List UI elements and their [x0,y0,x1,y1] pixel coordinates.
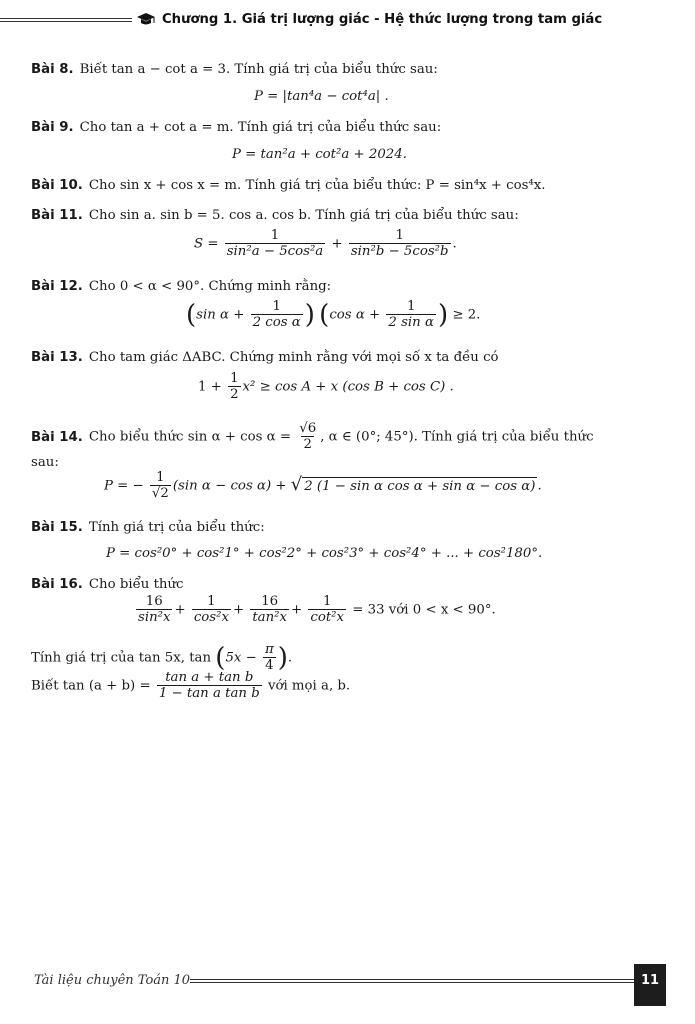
numerator: π [265,642,274,657]
numerator: 1 [406,299,416,314]
fraction [225,228,326,260]
problem-text: Biết tan a − cot a = 3. Tính giá trị của biểu thức sau: [79,62,438,77]
fraction [349,228,451,260]
denominator: cot²x [310,610,345,625]
problem-14-formula [104,470,542,502]
problem-10 [31,178,546,193]
problem-11 [31,208,519,223]
problem-14 [31,421,594,453]
problem-text: Tính giá trị của biểu thức: [88,520,265,535]
denominator: 2 [230,387,239,402]
numerator: 16 [145,594,163,609]
problem-9-formula: P = tan²a + cot²a + 2024. [232,147,407,162]
problem-text: Cho biểu thức [88,577,184,592]
numerator: 1 [272,299,281,314]
problem-text: Cho sin x + cos x = m. Tính giá trị của biểu thức: P = sin⁴x + cos⁴x. [88,178,546,193]
term: cos α + [329,307,381,323]
term: sin α + [196,307,245,323]
problem-16-line3 [31,670,350,702]
problem-label: Bài 8. [31,62,74,77]
problem-16-line2: Tính giá trị của tan 5x, tan (5x − $\frac{\pi}{4}$ ). [31,642,293,673]
denominator: 4 [265,658,274,673]
square-root: √ 2 (1 − sin α cos α + sin α − cos α) [290,473,536,495]
period: . [537,478,542,494]
problem-label: Bài 16. [31,577,83,592]
denominator: 1 − tan a tan b [158,686,260,701]
problem-13 [31,350,499,365]
denominator: cos²x [193,610,229,625]
problem-8-formula: P = |tan⁴a − cot⁴a| . [254,89,389,104]
denominator: 2 sin α [388,315,434,330]
chapter-header [136,9,602,29]
problem-text: Biết tan (a + b) = [31,678,151,694]
header-rule [0,18,132,22]
denominator: √2 [151,486,169,501]
term: 5x − [225,650,257,666]
problem-label: Bài 15. [31,520,83,535]
problem-label: Bài 13. [31,350,83,365]
denominator: sin²a − 5cos²a [226,244,324,259]
numerator: 1 [270,228,280,243]
numerator: tan a + tan b [165,670,254,685]
condition: = 33 với 0 < x < 90°. [352,602,496,618]
footer-book-title: Tài liệu chuyên Toán 10 [34,973,191,988]
numerator: 1 [156,470,165,485]
denominator: tan²x [252,610,288,625]
page-number: 11 [634,964,666,1006]
problem-label: Bài 12. [31,279,83,294]
problem-14-continuation: sau: [31,455,59,470]
problem-label: Bài 11. [31,208,83,223]
problem-11-formula [194,228,457,260]
problem-text: Cho biểu thức sin α + cos α = [88,429,292,445]
fraction [150,470,171,502]
chapter-title: Chương 1. Giá trị lượng giác - Hệ thức lượng trong tam giác [162,11,603,27]
fraction [250,594,289,626]
period: . [287,650,293,666]
denominator: 2 [303,437,312,452]
problem-16-formula: $\frac{16}{\text{sin²x}}$ + $\frac{1}{\text{cos²x}}$ + $\frac{16}{\text{tan²x}}$ + $\frac{1}{\text{cot²x}}$ = 33 với 0 < x < 90°. [138,594,496,625]
problem-8 [31,62,438,77]
problem-12 [31,279,331,294]
numerator: 1 [230,371,239,386]
problem-15 [31,520,265,535]
problem-text: Cho 0 < α < 90°. Chứng minh rằng: [88,279,332,294]
plus-sign: + [331,236,343,252]
inequality-tail: ≥ 2. [452,307,481,323]
problem-text: với mọi a, b. [267,678,351,694]
fraction [297,421,318,453]
fraction [308,594,346,626]
fraction [251,299,303,331]
footer-rule [190,979,635,983]
formula-lhs: S = [194,236,219,252]
problem-9 [31,120,441,135]
problem-text: Cho tam giác ΔABC. Chứng minh rằng với mọi số x ta đều có [88,350,499,365]
denominator: sin²b − 5cos²b [350,244,449,259]
problem-text: , α ∈ (0°; 45°). Tính giá trị của biểu thức [320,429,594,445]
numerator: 1 [322,594,332,609]
problem-12-formula: (sin α + $\frac{1}{\text{2 cos α}}$ ) (cos α + $\frac{1}{\text{2 sin α}}$ ) ≥ 2. [186,299,481,330]
numerator: 1 [207,594,216,609]
term: 1 + [198,379,222,395]
fraction [157,670,262,702]
fraction [386,299,436,331]
fraction [228,371,240,403]
problem-label: Bài 9. [31,120,74,135]
problem-label: Bài 14. [31,429,83,445]
problem-15-formula: P = cos²0° + cos²1° + cos²2° + cos²3° + cos²4° + ... + cos²180°. [106,546,543,561]
radicand: 2 (1 − sin α cos α + sin α − cos α) [304,478,536,494]
numerator: 16 [261,594,279,609]
problem-16 [31,577,183,592]
fraction [192,594,231,626]
numerator: √6 [299,421,317,436]
problem-text: Cho tan a + cot a = m. Tính giá trị của biểu thức sau: [79,120,442,135]
fraction [136,594,172,626]
term: (sin α − cos α) + [172,478,287,494]
period: . [452,236,457,252]
problem-label: Bài 10. [31,178,83,193]
denominator: 2 cos α [252,315,301,330]
numerator: 1 [395,228,404,243]
term: x² ≥ cos A + x (cos B + cos C) . [242,379,454,395]
term: P = − [104,478,144,494]
problem-13-formula [198,371,454,403]
problem-text: Tính giá trị của tan 5x, tan [31,650,212,666]
graduation-cap-icon [136,12,156,26]
denominator: sin²x [138,610,171,625]
problem-text: Cho sin a. sin b = 5. cos a. cos b. Tính giá trị của biểu thức sau: [88,208,519,223]
